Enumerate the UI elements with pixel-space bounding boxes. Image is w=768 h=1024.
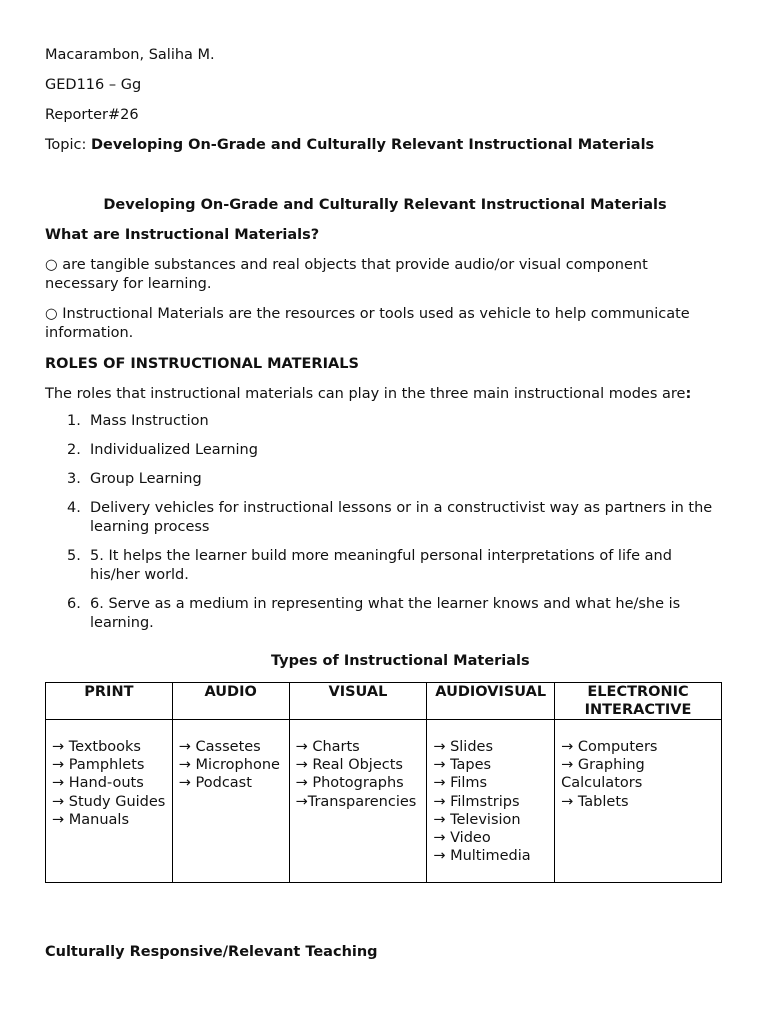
list-text: 6. Serve as a medium in representing what the learner knows and what he/she is learning. bbox=[90, 596, 681, 631]
table-item: → Computers bbox=[561, 739, 658, 755]
list-item bbox=[45, 595, 725, 633]
list-number: 1. bbox=[67, 413, 81, 429]
table-item: → Slides bbox=[433, 739, 494, 755]
roles-intro bbox=[45, 385, 691, 403]
column-header-print: PRINT bbox=[46, 683, 173, 720]
table-item: → Pamphlets bbox=[52, 757, 145, 774]
list-number: 6. bbox=[67, 596, 81, 612]
print-cell bbox=[46, 720, 173, 883]
list-number: 5. bbox=[67, 548, 81, 564]
visual-cell bbox=[289, 720, 427, 883]
list-item bbox=[45, 499, 725, 537]
table-item: → Television bbox=[433, 811, 521, 828]
course-code: GED116 – Gg bbox=[45, 77, 142, 93]
table-header-row bbox=[46, 683, 722, 720]
table-item: → Podcast bbox=[178, 775, 252, 792]
list-text: Delivery vehicles for instructional lessons or in a constructivist way as partners in the learning process bbox=[90, 500, 713, 535]
table-item: → Real Objects bbox=[295, 757, 403, 774]
column-header-audiovisual: AUDIOVISUAL bbox=[427, 683, 555, 720]
list-item bbox=[45, 441, 725, 460]
table-item: →Transparencies bbox=[295, 793, 417, 810]
table-row bbox=[46, 720, 722, 883]
student-name: Macarambon, Saliha M. bbox=[45, 47, 215, 63]
table-item: → Microphone bbox=[178, 757, 280, 774]
reporter-number: Reporter#26 bbox=[45, 107, 139, 123]
roles-heading: ROLES OF INSTRUCTIONAL MATERIALS bbox=[45, 356, 359, 372]
table-item: → Manuals bbox=[52, 811, 130, 828]
column-header-electronic-interactive: ELECTRONIC INTERACTIVE bbox=[555, 683, 722, 720]
list-text: Group Learning bbox=[90, 471, 202, 487]
table-item: → Graphing Calculators bbox=[561, 757, 645, 792]
table-item: → Tapes bbox=[433, 757, 492, 774]
roles-intro-text: The roles that instructional materials can play in the three main instructional modes are bbox=[45, 386, 686, 402]
list-text: 5. It helps the learner build more meaningful personal interpretations of life and his/her world. bbox=[90, 548, 672, 583]
table-item: → Filmstrips bbox=[433, 793, 520, 810]
types-table bbox=[45, 682, 722, 883]
list-number: 3. bbox=[67, 471, 81, 487]
roles-list bbox=[45, 412, 725, 643]
list-item bbox=[45, 470, 725, 489]
table-item: → Charts bbox=[295, 739, 360, 755]
electronic-interactive-cell bbox=[555, 720, 722, 883]
topic-line bbox=[45, 136, 654, 154]
document-title: Developing On-Grade and Culturally Relevant Instructional Materials bbox=[103, 197, 667, 213]
table-item: → Study Guides bbox=[52, 793, 166, 810]
what-heading: What are Instructional Materials? bbox=[45, 227, 320, 243]
definition-2: ○ Instructional Materials are the resources or tools used as vehicle to help communicate information. bbox=[45, 306, 690, 341]
audio-cell bbox=[172, 720, 289, 883]
list-item bbox=[45, 547, 725, 585]
table-item: → Photographs bbox=[295, 775, 404, 792]
column-header-audio: AUDIO bbox=[172, 683, 289, 720]
list-item bbox=[45, 412, 725, 431]
list-text: Mass Instruction bbox=[90, 413, 209, 429]
roles-intro-colon: : bbox=[685, 386, 692, 402]
types-heading: Types of Instructional Materials bbox=[271, 653, 530, 669]
table-item: → Tablets bbox=[561, 793, 629, 810]
definition-1: ○ are tangible substances and real objects that provide audio/or visual component necessary for learning. bbox=[45, 257, 648, 292]
table-item: → Hand-outs bbox=[52, 775, 144, 792]
topic-label: Topic: bbox=[45, 137, 91, 153]
list-number: 4. bbox=[67, 500, 81, 516]
crt-heading: Culturally Responsive/Relevant Teaching bbox=[45, 944, 378, 960]
table-item: → Multimedia bbox=[433, 848, 531, 865]
table-item: → Films bbox=[433, 775, 488, 792]
audiovisual-cell bbox=[427, 720, 555, 883]
list-text: Individualized Learning bbox=[90, 442, 258, 458]
column-header-visual: VISUAL bbox=[289, 683, 427, 720]
list-number: 2. bbox=[67, 442, 81, 458]
table-item: → Textbooks bbox=[52, 739, 141, 755]
topic-value: Developing On-Grade and Culturally Relevant Instructional Materials bbox=[90, 137, 655, 153]
table-item: → Cassetes bbox=[178, 739, 261, 755]
table-item: → Video bbox=[433, 830, 491, 847]
